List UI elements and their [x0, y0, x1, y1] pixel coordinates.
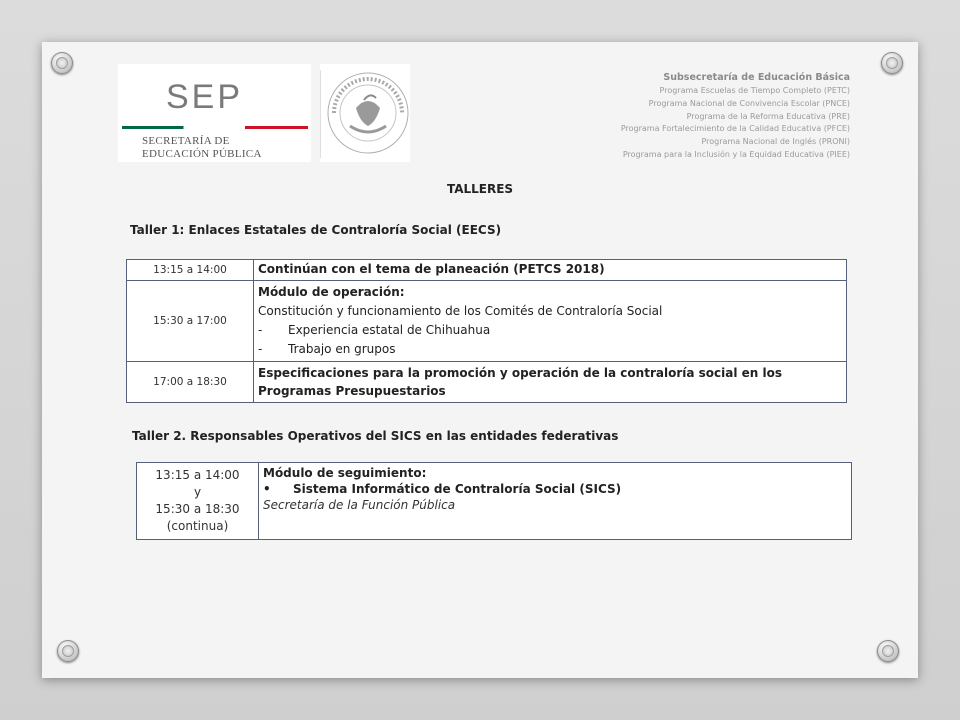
table-row [127, 362, 847, 403]
mexico-seal-logo [320, 64, 410, 162]
program-item: Programa Fortalecimiento de la Calidad Educativa (PFCE) [620, 124, 850, 134]
dash-marker: - [258, 342, 263, 356]
activity-cell [259, 463, 852, 540]
seal-icon [320, 64, 410, 162]
list-item [258, 340, 842, 359]
table-row [127, 281, 847, 362]
activity-title: Especificaciones para la promoción y operación de la contraloría social en los [258, 366, 782, 380]
flag-stripe [122, 126, 308, 129]
program-item: Programa Nacional de Inglés (PRONI) [701, 137, 850, 147]
taller1-schedule-table [126, 259, 847, 403]
sep-logo-text: SEP [166, 78, 244, 116]
program-item: Programa de la Reforma Educativa (PRE) [686, 111, 850, 121]
time-cell: 17:00 a 18:30 [127, 362, 254, 403]
taller2-heading: Taller 2. Responsables Operativos del SICS en las entidades federativas [132, 429, 619, 443]
module-title: Módulo de operación: [258, 285, 405, 299]
list-item-text: Experiencia estatal de Chihuahua [288, 323, 491, 337]
time-end: 15:30 a 18:30 [155, 502, 240, 516]
bullet-marker: • [263, 482, 271, 496]
activity-cell [254, 260, 847, 281]
activity-cell [254, 362, 847, 403]
sep-logo-subtitle-1: SECRETARÍA DE [142, 135, 230, 147]
screw-top-left-icon [51, 52, 73, 74]
table-row [137, 463, 852, 540]
sep-logo [118, 64, 311, 162]
list-item-text: Sistema Informático de Contraloría Social (SICS) [293, 482, 622, 496]
time-cell: 15:30 a 17:00 [127, 281, 254, 362]
list-item [258, 321, 842, 340]
program-item: Programa para la Inclusión y la Equidad Educativa (PIEE) [622, 149, 850, 159]
subsecretaria-title: Subsecretaría de Educación Básica [663, 72, 850, 83]
program-item: Programa Nacional de Convivencia Escolar (PNCE) [648, 98, 850, 108]
screw-bottom-right-icon [877, 640, 899, 662]
list-item-text: Trabajo en grupos [288, 342, 396, 356]
time-cell [137, 463, 259, 540]
organization-name: Secretaría de la Función Pública [263, 498, 456, 512]
taller1-heading: Taller 1: Enlaces Estatales de Contraloría Social (EECS) [130, 223, 502, 237]
activity-title-cont: Programas Presupuestarios [258, 384, 446, 398]
module-description: Constitución y funcionamiento de los Comités de Contraloría Social [258, 304, 663, 318]
time-note: (continua) [166, 519, 229, 533]
activity-title: Continúan con el tema de planeación (PETCS 2018) [258, 262, 605, 276]
activity-cell [254, 281, 847, 362]
module-title: Módulo de seguimiento: [263, 466, 427, 480]
screw-bottom-left-icon [57, 640, 79, 662]
program-item: Programa Escuelas de Tiempo Completo (PETC) [659, 86, 850, 95]
dash-marker: - [258, 323, 263, 337]
time-start: 13:15 a 14:00 [155, 468, 240, 482]
time-cell: 13:15 a 14:00 [127, 260, 254, 281]
taller2-schedule-table [136, 462, 852, 540]
list-item [263, 481, 847, 497]
header-program-list [621, 72, 850, 162]
screw-top-right-icon [881, 52, 903, 74]
page-title: TALLERES [446, 182, 514, 196]
table-row [127, 260, 847, 281]
time-connector: y [193, 485, 202, 499]
sep-logo-subtitle-2: EDUCACIÓN PÚBLICA [142, 148, 262, 160]
